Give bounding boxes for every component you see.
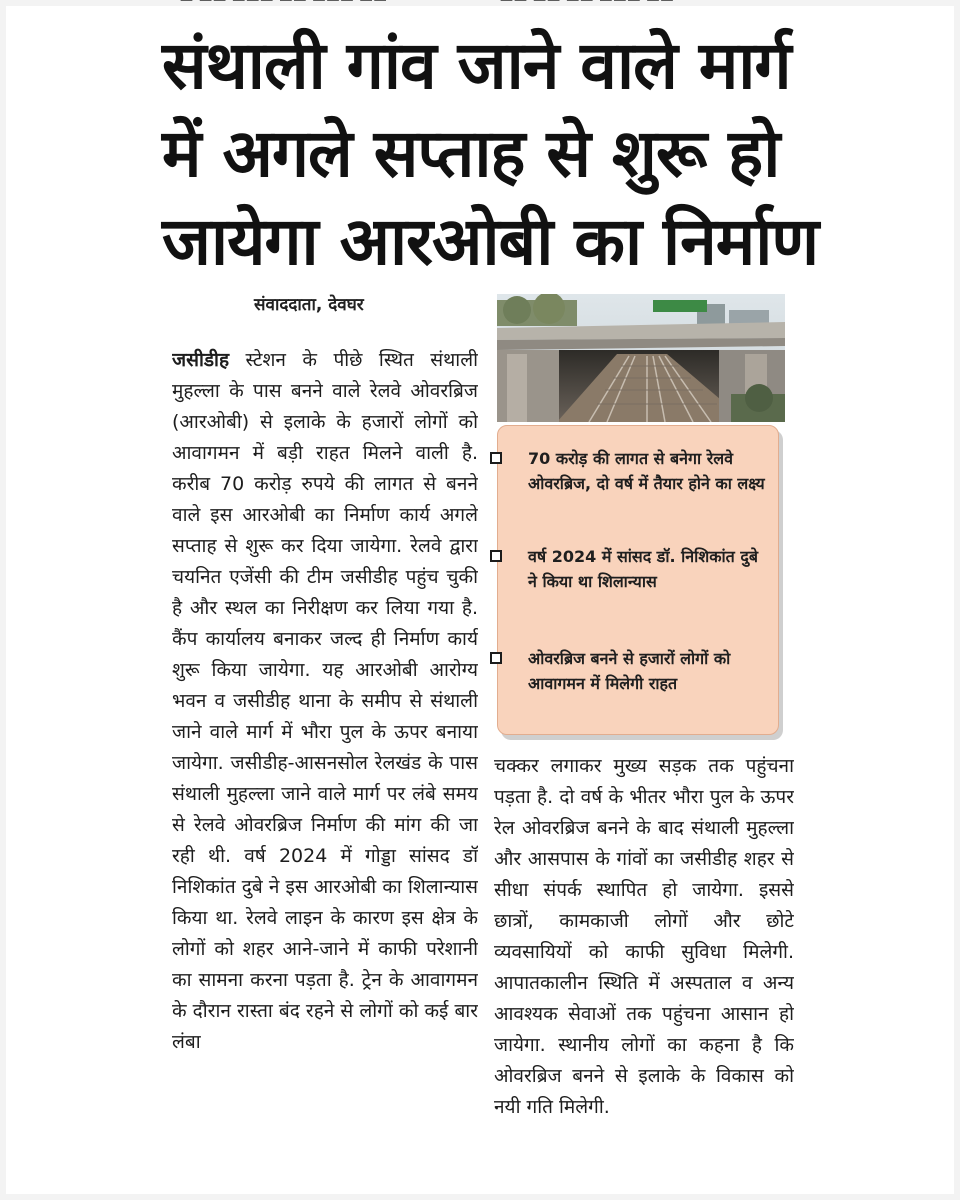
- highlight-text: 70 करोड़ की लागत से बनेगा रेलवे ओवरब्रिज, दो वर्ष में तैयार होने का लक्ष्य: [528, 449, 765, 493]
- headline: [162, 22, 819, 286]
- cropped-previous-text: — —— ——— —— ——— —— —— —— —— ——— ——: [180, 0, 675, 8]
- square-bullet-icon: [490, 550, 502, 562]
- lead-word: जसीडीह: [172, 349, 230, 371]
- left-column-text: स्टेशन के पीछे स्थित संथाली मुहल्ला के पास बनने वाले रेलवे ओवरब्रिज (आरओबी) से इलाके के हजारों लोगों को आवागमन में बड़ी राहत मिलने वाली है. करीब 70 करोड़ रुपये की लागत से बनने वाले इस आरओबी का निर्माण कार्य अगले सप्ताह से शुरू कर दिया जायेगा. रेलवे द्वारा चयनित एजेंसी की टीम जसीडीह पहुंच चुकी है और स्थल का निरीक्षण कर लिया गया है. कैंप कार्यालय बनाकर जल्द ही निर्माण कार्य शुरू किया जायेगा. यह आरओबी आरोग्य भवन व जसीडीह थाना के समीप से संथाली जाने वाले मार्ग में भौरा पुल के ऊपर बनाया जायेगा. जसीडीह-आसनसोल रेलखंड के पास संथाली मुहल्ला जाने वाले मार्ग पर लंबे समय से रेलवे ओवरब्रिज निर्माण की मांग की जा रही थी. वर्ष 2024 में गोड्डा सांसद डॉ निशिकांत दुबे ने इस आरओबी का शिलान्यास किया था. रेलवे लाइन के कारण इस क्षेत्र के लोगों को शहर आने-जाने में काफी परेशानी का सामना करना पड़ता है. ट्रेन के आवागमन के दौरान रास्ता बंद रहने से लोगों को कई बार लंबा: [172, 349, 478, 1053]
- article-right-column: चक्कर लगाकर मुख्य सड़क तक पहुंचना पड़ता है. दो वर्ष के भीतर भौरा पुल के ऊपर रेल ओवरब्रिज बनने के बाद संथाली मुहल्ला और आसपास के गांवों का जसीडीह शहर से सीधा संपर्क स्थापित हो जायेगा. इससे छात्रों, कामकाजी लोगों और छोटे व्यवसायियों को काफी सुविधा मिलेगी. आपातकालीन स्थिति में अस्पताल व अन्य आवश्यक सेवाओं तक पहुंचना आसान हो जायेगा. स्थानीय लोगों का कहना है कि ओवरब्रिज बनने से इलाके के विकास को नयी गति मिलेगी.: [494, 755, 794, 1118]
- highlight-text: वर्ष 2024 में सांसद डॉ. निशिकांत दुबे ने किया था शिलान्यास: [528, 547, 758, 591]
- article-left-column: [172, 345, 478, 1180]
- byline: संवाददाता, देवघर: [254, 295, 364, 315]
- headline-line-2: में अगले सप्ताह से शुरू हो: [162, 115, 780, 192]
- overbridge-photo-image: [497, 294, 785, 422]
- square-bullet-icon: [490, 452, 502, 464]
- headline-line-3: जायेगा आरओबी का निर्माण: [162, 203, 819, 280]
- headline-line-1: संथाली गांव जाने वाले मार्ग: [162, 27, 791, 104]
- highlight-text: ओवरब्रिज बनने से हजारों लोगों को आवागमन में मिलेगी राहत: [528, 649, 731, 693]
- square-bullet-icon: [490, 652, 502, 664]
- overbridge-photo: [497, 294, 785, 422]
- highlights-box: [497, 425, 779, 735]
